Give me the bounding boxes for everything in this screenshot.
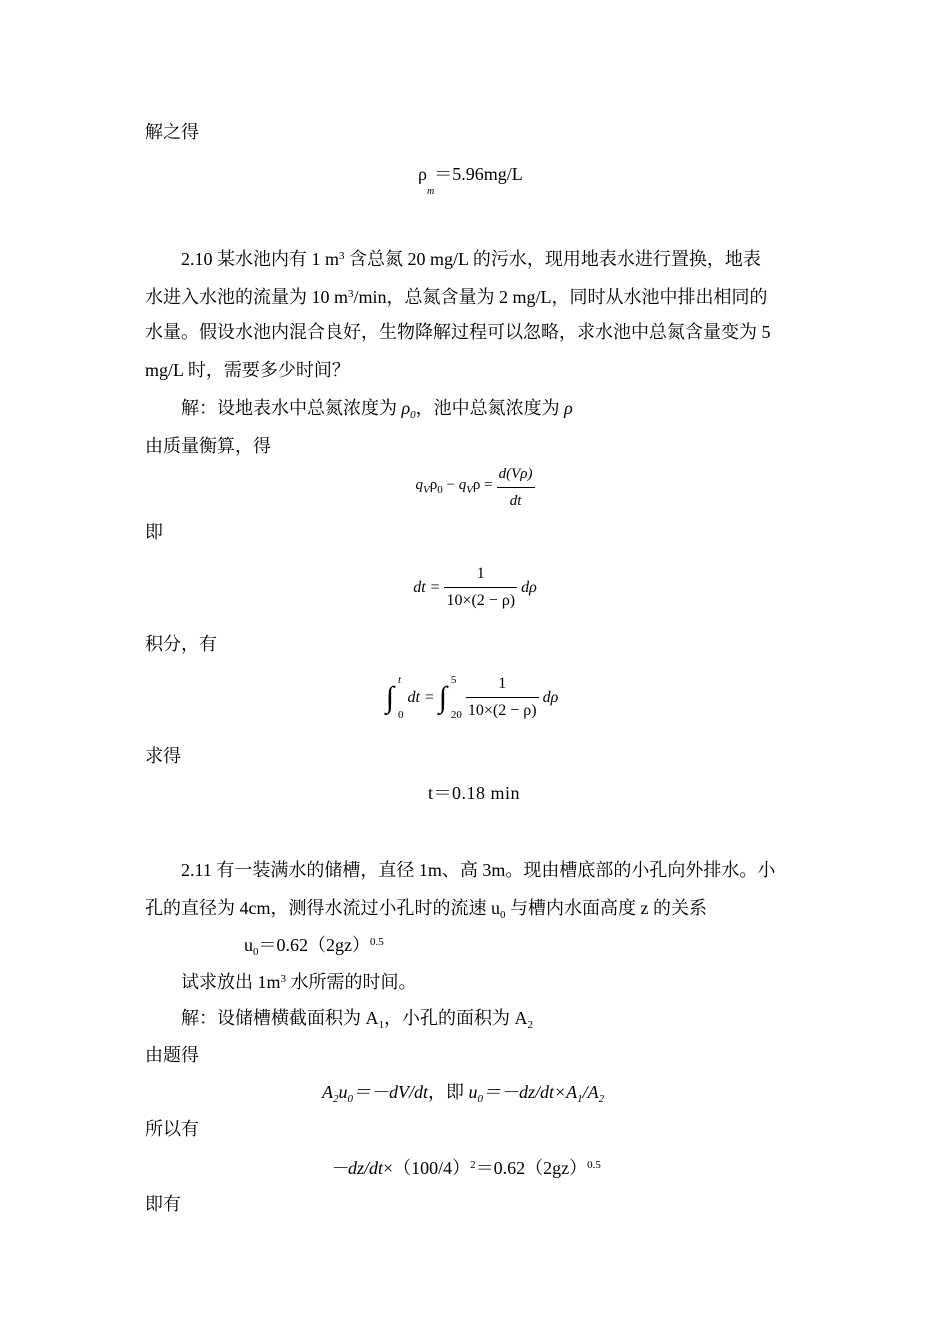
operator: − (442, 477, 459, 493)
text-line: 由题得 (145, 1045, 199, 1065)
integral-sign: ∫ (438, 680, 447, 714)
equation-rhs: ＝－dz/dt×A (483, 1082, 578, 1102)
text-span: ×（100/4） (383, 1158, 471, 1178)
symbol: u (468, 1082, 478, 1102)
symbol: u (244, 935, 253, 955)
fraction (497, 462, 535, 513)
equation-lhs: －dz/dt (330, 1158, 384, 1178)
subscript: 2 (527, 1019, 533, 1031)
text-line: 解之得 (145, 122, 199, 142)
subscript: 0 (437, 484, 443, 496)
lower-limit: 0 (397, 708, 404, 721)
subscript: 2 (598, 1093, 605, 1105)
lower-limit: 20 (450, 708, 462, 721)
fraction-numerator: 1 (476, 565, 485, 582)
symbol: q (458, 477, 467, 493)
upper-limit: 5 (450, 673, 457, 686)
text-line: 由质量衡算，得 (145, 436, 271, 456)
subscript: 0 (477, 1093, 483, 1105)
text-span: 与槽内水面高度 z 的关系 (505, 898, 707, 918)
differential: dρ (521, 578, 537, 596)
text-line: 求得 (145, 746, 181, 766)
equation-lhs: dt = (413, 578, 441, 596)
text-span: 孔的直径为 4cm，测得水流过小孔时的流速 u (145, 898, 500, 918)
superscript: 0.5 (370, 936, 384, 948)
integral-limits (398, 675, 404, 721)
superscript: 0.5 (587, 1159, 601, 1171)
text-span: 水所需的时间。 (286, 972, 417, 992)
text-span: 2.10 某水池内有 1 m (181, 249, 340, 269)
text-span: ，即 (428, 1082, 469, 1102)
eq-symbol: ρ (418, 164, 427, 184)
subscript: 1 (378, 1019, 384, 1031)
solution-2-11-intro (181, 1006, 533, 1037)
subscript: V (422, 484, 430, 496)
symbol: ρ (401, 398, 411, 418)
text-span: ，小孔的面积为 A (384, 1008, 528, 1028)
text-line: 积分，有 (145, 634, 217, 654)
eq-subscript: m (426, 186, 435, 197)
eq-value: ＝5.96mg/L (434, 164, 523, 184)
superscript: 3 (280, 973, 287, 985)
equation-lhs: dt = (407, 688, 435, 706)
subscript: 0 (253, 946, 259, 958)
subscript: V (466, 484, 473, 496)
symbol: q (415, 477, 423, 493)
problem-2-10-line4: mg/L 时，需要多少时间？ (145, 360, 350, 380)
text-span: ，池中总氮浓度为 (415, 398, 565, 418)
problem-2-11-line3 (181, 967, 417, 994)
equation-continuity (322, 1080, 604, 1111)
text-span: 试求放出 1m (181, 972, 281, 992)
subscript: 0 (410, 409, 416, 421)
equation-rhs: ＝－dV/dt (353, 1082, 428, 1102)
symbol: ρ (429, 477, 438, 493)
operator: = (480, 477, 493, 493)
superscript: 3 (339, 250, 345, 262)
subscript: 1 (577, 1093, 583, 1105)
text-line: 所以有 (145, 1119, 199, 1139)
integral-limits (451, 675, 462, 721)
symbol: u (338, 1082, 348, 1102)
equation-result-t: t＝0.18 min (428, 783, 521, 803)
equation-rho-m (418, 162, 523, 204)
equation-height-rate (330, 1153, 601, 1180)
fraction (444, 562, 517, 613)
problem-2-11-line1: 2.11 有一装满水的储槽，直径 1m、高 3m。现由槽底部的小孔向外排水。小 (181, 860, 776, 880)
problem-2-10-line3: 水量。假设水池内混合良好，生物降解过程可以忽略，求水池中总氮含量变为 5 (145, 322, 771, 342)
fraction-numerator: 1 (498, 675, 507, 692)
text-span: 水进入水池的流量为 10 m (145, 287, 349, 307)
fraction-denominator: 10×(2 − ρ) (466, 697, 539, 723)
text-line: 即 (145, 522, 163, 542)
equation-rhs: ＝0.62（2gz） (258, 935, 370, 955)
solution-2-10-intro (181, 396, 573, 427)
differential: dρ (542, 688, 559, 706)
text-line: 即有 (145, 1194, 181, 1214)
equation-mass-balance (395, 462, 555, 513)
fraction-denominator: 10×(2 − ρ) (444, 587, 517, 613)
subscript: 2 (333, 1093, 339, 1105)
fraction (466, 672, 539, 723)
superscript: 2 (470, 1159, 476, 1171)
integral-sign: ∫ (385, 680, 394, 714)
upper-limit: t (397, 673, 401, 686)
symbol: ρ (564, 398, 573, 418)
equation-integral (372, 672, 572, 723)
text-span: 含总氮 20 mg/L 的污水，现用地表水进行置换，地表 (344, 249, 761, 269)
fraction-denominator: dt (497, 487, 535, 513)
equation-rhs: ＝0.62（2gz） (475, 1158, 588, 1178)
superscript: 3 (348, 288, 354, 300)
text-span: 解：设储槽横截面积为 A (181, 1008, 379, 1028)
text-span: /min，总氮含量为 2 mg/L，同时从水池中排出相同的 (353, 287, 768, 307)
text-span: 解：设地表水中总氮浓度为 (181, 398, 402, 418)
problem-2-11-line2 (145, 896, 707, 927)
subscript: 0 (347, 1093, 353, 1105)
equation-rhs: /A (582, 1082, 599, 1102)
problem-2-10-line1 (181, 244, 761, 271)
equation-u0 (244, 930, 384, 964)
subscript: 0 (500, 909, 506, 921)
problem-2-10-line2 (145, 282, 768, 309)
symbol: A (322, 1082, 333, 1102)
equation-dt (395, 562, 555, 613)
fraction-numerator: d(Vρ) (498, 466, 533, 482)
symbol: ρ (472, 477, 481, 493)
